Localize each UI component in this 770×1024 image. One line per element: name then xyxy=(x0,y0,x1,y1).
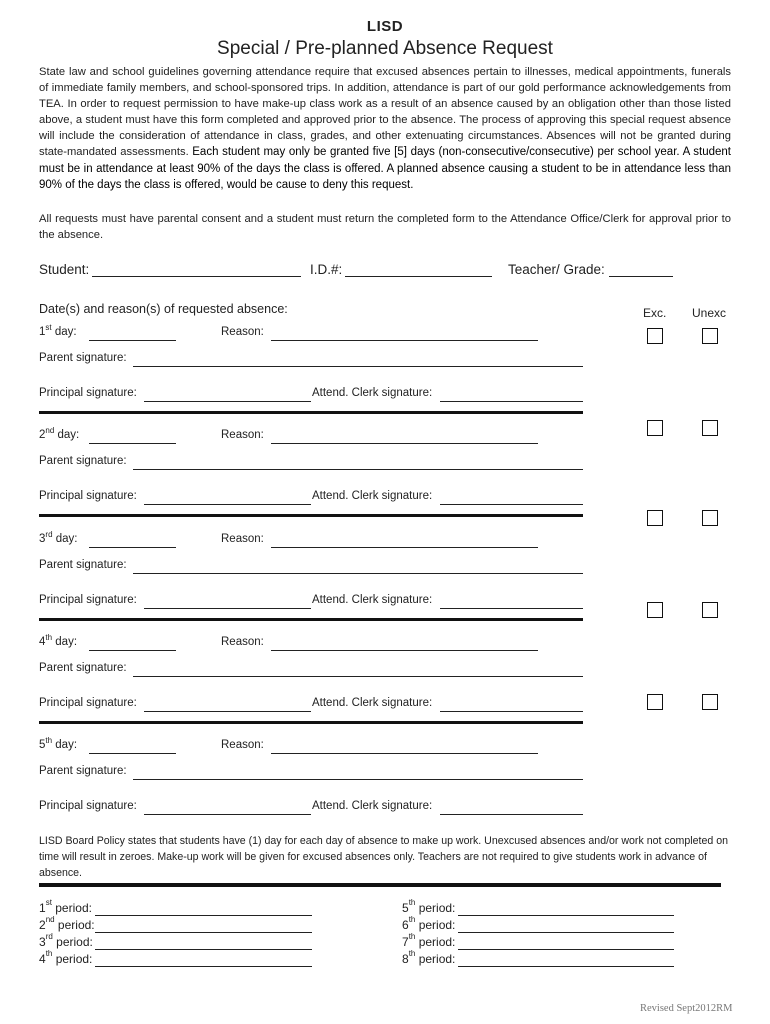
period-teacher-field[interactable] xyxy=(95,935,312,950)
principal-signature-label: Principal signature: xyxy=(39,697,137,709)
period-label xyxy=(39,915,95,932)
period-suffix: st xyxy=(45,898,52,907)
clerk-signature-field[interactable] xyxy=(440,800,583,815)
day-word: day: xyxy=(52,739,78,751)
period-number: 2 xyxy=(39,918,46,932)
parent-signature-field[interactable] xyxy=(133,559,583,574)
day-label xyxy=(39,736,78,751)
period-number: 5 xyxy=(402,901,409,915)
exc-column-label: Exc. xyxy=(643,306,667,320)
reason-label: Reason: xyxy=(221,636,264,648)
period-suffix: rd xyxy=(45,932,53,941)
form-title: Special / Pre-planned Absence Request xyxy=(217,38,553,59)
period-word: period: xyxy=(52,935,93,949)
period-teacher-field[interactable] xyxy=(458,935,674,950)
period-label xyxy=(402,932,456,949)
unexcused-checkbox[interactable] xyxy=(702,510,718,526)
clerk-signature-label: Attend. Clerk signature: xyxy=(312,800,433,812)
day-number: 5 xyxy=(39,739,46,751)
principal-signature-field[interactable] xyxy=(144,800,311,815)
principal-signature-label: Principal signature: xyxy=(39,594,137,606)
policy-divider xyxy=(39,883,721,887)
day-number: 4 xyxy=(39,636,46,648)
period-teacher-field[interactable] xyxy=(458,952,674,967)
day-divider xyxy=(39,721,583,724)
org-title: LISD xyxy=(366,18,404,35)
day-suffix: st xyxy=(45,323,52,332)
unexcused-checkbox[interactable] xyxy=(702,602,718,618)
period-teacher-field[interactable] xyxy=(458,901,674,916)
period-number: 4 xyxy=(39,952,46,966)
principal-signature-field[interactable] xyxy=(144,697,311,712)
period-number: 7 xyxy=(402,935,409,949)
clerk-signature-label: Attend. Clerk signature: xyxy=(312,387,433,399)
period-word: period: xyxy=(415,935,456,949)
period-number: 8 xyxy=(402,952,409,966)
day-label xyxy=(39,530,78,545)
student-field[interactable] xyxy=(92,262,301,277)
reason-label: Reason: xyxy=(221,326,264,338)
period-teacher-field[interactable] xyxy=(458,918,674,933)
day-label xyxy=(39,323,77,338)
teacher-grade-label: Teacher/ Grade: xyxy=(508,262,605,277)
period-label xyxy=(402,898,456,915)
parent-signature-field[interactable] xyxy=(133,352,583,367)
excused-checkbox[interactable] xyxy=(647,510,663,526)
period-suffix: th xyxy=(408,915,416,924)
absence-heading: Date(s) and reason(s) of requested absence: xyxy=(39,302,288,316)
principal-signature-field[interactable] xyxy=(144,490,311,505)
parent-signature-label: Parent signature: xyxy=(39,662,127,674)
day-suffix: nd xyxy=(45,426,55,435)
revised-note: Revised Sept2012RM xyxy=(640,1003,733,1014)
reason-label: Reason: xyxy=(221,739,264,751)
day-date-field[interactable] xyxy=(89,429,176,444)
id-field[interactable] xyxy=(345,262,492,277)
principal-signature-label: Principal signature: xyxy=(39,490,137,502)
period-number: 3 xyxy=(39,935,46,949)
day-word: day: xyxy=(52,533,78,545)
excused-checkbox[interactable] xyxy=(647,602,663,618)
day-date-field[interactable] xyxy=(89,533,176,548)
period-label xyxy=(402,915,456,932)
unexcused-checkbox[interactable] xyxy=(702,328,718,344)
period-number: 6 xyxy=(402,918,409,932)
period-teacher-field[interactable] xyxy=(95,901,312,916)
day-number: 2 xyxy=(39,429,46,441)
period-word: period: xyxy=(51,901,92,915)
parent-signature-field[interactable] xyxy=(133,662,583,677)
period-number: 1 xyxy=(39,901,46,915)
clerk-signature-field[interactable] xyxy=(440,697,583,712)
intro-paragraph xyxy=(39,64,731,193)
day-label xyxy=(39,426,80,441)
parent-signature-label: Parent signature: xyxy=(39,352,127,364)
period-teacher-field[interactable] xyxy=(95,952,312,967)
period-suffix: th xyxy=(408,949,416,958)
day-divider xyxy=(39,411,583,414)
teacher-grade-field[interactable] xyxy=(609,262,673,277)
day-divider xyxy=(39,618,583,621)
reason-field[interactable] xyxy=(271,326,538,341)
period-teacher-field[interactable] xyxy=(95,918,312,933)
period-suffix: th xyxy=(408,898,416,907)
reason-label: Reason: xyxy=(221,533,264,545)
reason-field[interactable] xyxy=(271,636,538,651)
board-policy: LISD Board Policy states that students have (1) day for each day of absence to make up work. Unexcused absences and/or work not completed on time will result in zeroes. Make-up work will be given for excused absences only. Teachers are not required to give students work in advance of absence. xyxy=(39,835,728,879)
unexcused-checkbox[interactable] xyxy=(702,420,718,436)
parent-signature-field[interactable] xyxy=(133,765,583,780)
period-word: period: xyxy=(415,901,456,915)
parent-signature-label: Parent signature: xyxy=(39,765,127,777)
day-word: day: xyxy=(54,429,80,441)
day-word: day: xyxy=(51,326,77,338)
period-label xyxy=(39,932,93,949)
principal-signature-field[interactable] xyxy=(144,594,311,609)
clerk-signature-field[interactable] xyxy=(440,387,583,402)
period-suffix: th xyxy=(408,932,416,941)
period-suffix: nd xyxy=(45,915,55,924)
clerk-signature-field[interactable] xyxy=(440,594,583,609)
period-suffix: th xyxy=(45,949,53,958)
principal-signature-label: Principal signature: xyxy=(39,387,137,399)
reason-label: Reason: xyxy=(221,429,264,441)
excused-checkbox[interactable] xyxy=(647,328,663,344)
clerk-signature-label: Attend. Clerk signature: xyxy=(312,490,433,502)
reason-field[interactable] xyxy=(271,429,538,444)
reason-field[interactable] xyxy=(271,533,538,548)
id-label: I.D.#: xyxy=(310,262,343,277)
clerk-signature-label: Attend. Clerk signature: xyxy=(312,697,433,709)
day-divider xyxy=(39,514,583,517)
day-date-field[interactable] xyxy=(89,739,176,754)
clerk-signature-label: Attend. Clerk signature: xyxy=(312,594,433,606)
student-label: Student: xyxy=(39,262,90,277)
day-date-field[interactable] xyxy=(89,326,176,341)
day-suffix: th xyxy=(45,736,53,745)
clerk-signature-field[interactable] xyxy=(440,490,583,505)
period-label xyxy=(39,949,93,966)
day-suffix: th xyxy=(45,633,53,642)
day-word: day: xyxy=(52,636,78,648)
period-word: period: xyxy=(52,952,93,966)
excused-checkbox[interactable] xyxy=(647,420,663,436)
unexcused-checkbox[interactable] xyxy=(702,694,718,710)
principal-signature-field[interactable] xyxy=(144,387,311,402)
parent-signature-label: Parent signature: xyxy=(39,559,127,571)
day-suffix: rd xyxy=(45,530,53,539)
parent-signature-label: Parent signature: xyxy=(39,455,127,467)
period-word: period: xyxy=(415,952,456,966)
day-number: 1 xyxy=(39,326,46,338)
day-number: 3 xyxy=(39,533,46,545)
intro-text: State law and school guidelines governing attendance require that excused absences pertain to illnesses, medical appointments, funerals of immediate family members, and school-sponsored trips. In addition, attendance is part of our gold performance acknowledgements from TEA. In order to request permission to have make-up class work as a result of an absence caused by an obligation other than those listed above, a student must have this form completed and approved prior to the absence. The process of approving this special request absence will include the consideration of attendance in class, grades, and other extenuating circumstances. Absences will not be granted during state-mandated assessments. xyxy=(39,66,731,159)
period-word: period: xyxy=(415,918,456,932)
day-label xyxy=(39,633,78,648)
reason-field[interactable] xyxy=(271,739,538,754)
period-label xyxy=(402,949,456,966)
excused-checkbox[interactable] xyxy=(647,694,663,710)
consent-paragraph: All requests must have parental consent and a student must return the completed form to the Attendance Office/Clerk for approval prior to the absence. xyxy=(39,213,731,242)
intro-emphasis: Each student may only be granted five [5] days (non-consecutive/consecutive) per school year. A student must be in attendance at least 90% of the days the class is offered. A planned absence causing a student to be in attendance less than 90% of the days the class is offered, would be cause to deny this request. xyxy=(39,146,731,191)
day-date-field[interactable] xyxy=(89,636,176,651)
period-word: period: xyxy=(54,918,95,932)
parent-signature-field[interactable] xyxy=(133,455,583,470)
period-label xyxy=(39,898,92,915)
principal-signature-label: Principal signature: xyxy=(39,800,137,812)
unexc-column-label: Unexc xyxy=(692,306,727,320)
